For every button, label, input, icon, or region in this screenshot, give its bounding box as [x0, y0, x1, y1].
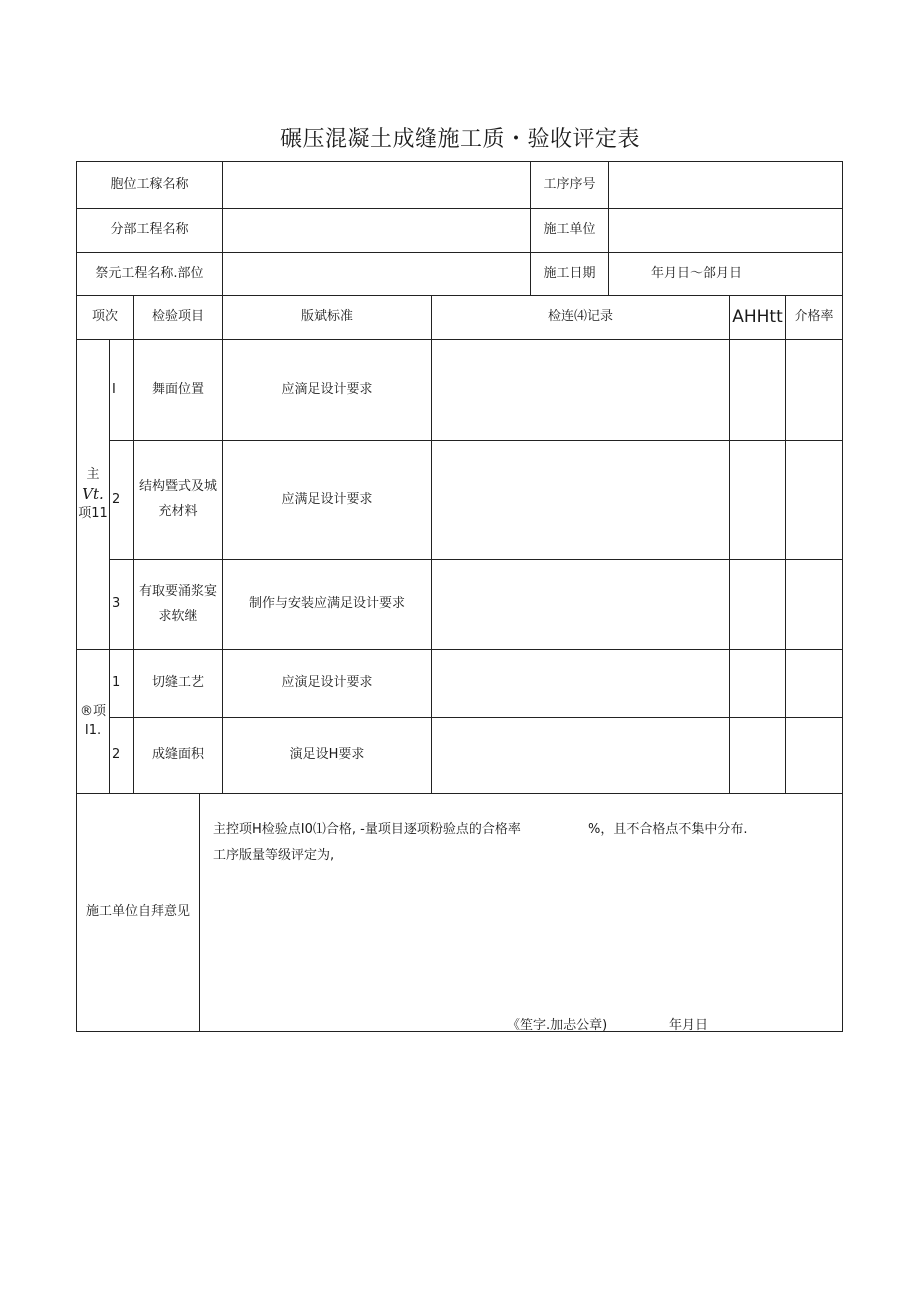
general-row2-pass-rate[interactable] — [785, 717, 843, 793]
division-field[interactable] — [222, 208, 530, 252]
main-row2-item-line2: 充材料 — [158, 504, 198, 519]
general-group-label-line2: I1. — [84, 722, 102, 738]
date-field[interactable]: 年月日～郃月日 — [608, 252, 843, 295]
general-row1-standard: 应演足设计要求 — [222, 649, 431, 717]
general-row2-record[interactable] — [431, 717, 729, 793]
general-row2-item: 成缝面积 — [133, 717, 222, 793]
unit-project-label: 胞位工稼名称 — [76, 161, 222, 208]
opinion-line2: 工序版量等级评定为, — [213, 848, 335, 863]
main-group-label-line1: 主 — [86, 466, 100, 482]
unit-project-field[interactable] — [222, 161, 530, 208]
process-no-field[interactable] — [608, 161, 843, 208]
main-group-label — [76, 339, 109, 649]
general-row1-pass-rate[interactable] — [785, 649, 843, 717]
main-row3-count[interactable] — [729, 559, 785, 649]
general-group-label — [76, 649, 109, 793]
main-row1-record[interactable] — [431, 339, 729, 440]
general-row1-count[interactable] — [729, 649, 785, 717]
main-row3-item-line1: 有取要涌浆宴 — [138, 583, 217, 599]
main-group-label-line2: Vt. — [82, 485, 104, 503]
main-row2-no: 2 — [109, 440, 133, 559]
general-row1-item: 切缝工艺 — [133, 649, 222, 717]
col-header-standard: 版斌标准 — [222, 295, 431, 339]
page-title: 碾压混凝土成缝施工质・验收评定表 — [279, 127, 640, 152]
main-row3-item — [133, 559, 222, 649]
main-row2-record[interactable] — [431, 440, 729, 559]
general-row1-no: 1 — [109, 649, 133, 717]
general-group-label-line1: ®项 — [79, 704, 106, 720]
main-row3-item-line2: 求软继 — [158, 608, 198, 624]
division-label: 分部工程名称 — [76, 208, 222, 252]
main-row2-standard: 应满足设计要求 — [222, 440, 431, 559]
general-row2-no: 2 — [109, 717, 133, 793]
process-no-label: 工序序号 — [530, 161, 608, 208]
col-header-inspect-item: 检验项目 — [133, 295, 222, 339]
opinion-line1: 主控项H检验点I0⑴合格, -量项目逐项粉验点的合格率 — [213, 822, 521, 837]
main-group-label-line3: 项11 — [78, 506, 108, 521]
main-row2-item — [133, 440, 222, 559]
main-row3-record[interactable] — [431, 559, 729, 649]
col-header-item-no: 项次 — [76, 295, 133, 339]
opinion-date: 年月日 — [669, 1018, 709, 1033]
main-row1-no: I — [109, 339, 133, 440]
element-field[interactable] — [222, 252, 530, 295]
opinion-label: 施工单位自拜意见 — [76, 793, 199, 1032]
constructor-field[interactable] — [608, 208, 843, 252]
col-header-record: 检连⑷记录 — [431, 295, 729, 339]
main-row1-pass-rate[interactable] — [785, 339, 843, 440]
date-label: 施工日期 — [530, 252, 608, 295]
main-row3-no: 3 — [109, 559, 133, 649]
opinion-signature: 《笙字.加忐公章) — [507, 1018, 608, 1033]
main-row2-pass-rate[interactable] — [785, 440, 843, 559]
general-row2-count[interactable] — [729, 717, 785, 793]
opinion-percent-text: %，且不合格点不集中分布. — [588, 822, 748, 837]
general-row2-standard: 演足设H要求 — [222, 717, 431, 793]
main-row3-pass-rate[interactable] — [785, 559, 843, 649]
col-header-count: AHHtt — [729, 295, 785, 339]
main-row1-standard: 应滴足设计要求 — [222, 339, 431, 440]
element-label: 祭元工程名称.部位 — [76, 252, 222, 295]
general-row1-record[interactable] — [431, 649, 729, 717]
constructor-label: 施工单位 — [530, 208, 608, 252]
main-row2-count[interactable] — [729, 440, 785, 559]
main-row1-count[interactable] — [729, 339, 785, 440]
main-row1-item: 舞面位置 — [133, 339, 222, 440]
col-header-pass-rate: 介格率 — [785, 295, 843, 339]
main-row2-item-line1: 结构暨式及城 — [138, 479, 217, 495]
main-row3-standard: 制作与安装应满足设计要求 — [222, 559, 431, 649]
